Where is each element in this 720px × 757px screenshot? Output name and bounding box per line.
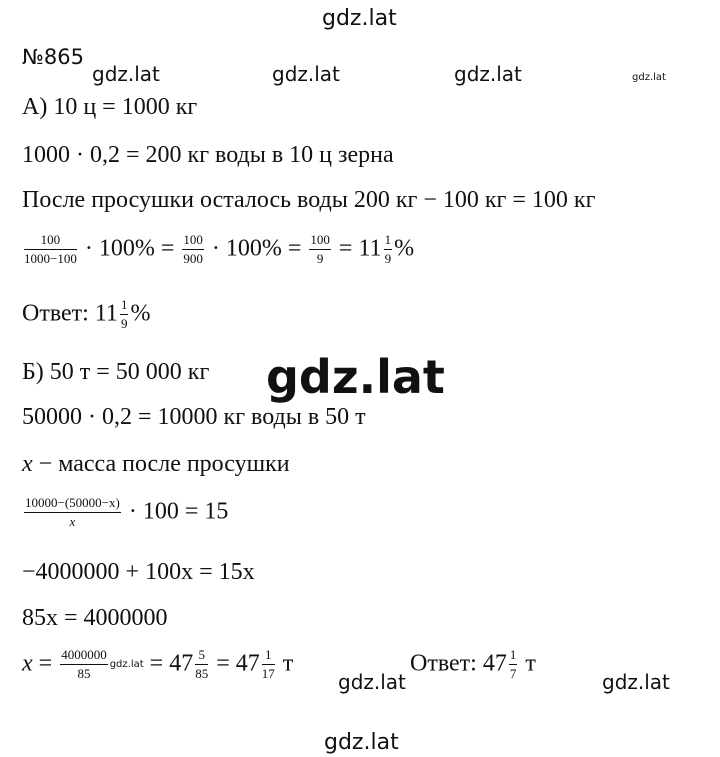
part-b-line-2: 50000 · 0,2 = 10000 кг воды в 50 т [22,404,366,430]
part-a-line-1: А) 10 ц = 1000 кг [22,94,198,120]
watermark-top: gdz.lat [322,6,397,31]
part-a-answer: Ответ: 11 $\frac{1}{9}$ % [22,297,151,331]
part-b-line-5: −4000000 + 100x = 15x [22,559,255,585]
fraction: $\frac{10000-(50000-x)}{x}$ [25,495,120,529]
problem-number: №865 [22,45,84,69]
part-a-line-4: $\frac{100}{1000-100}$ · 100% = $\frac{100}{900}$ · 100% = $\frac{100}{9}$ = 11 $\frac{1}{9}$ % [24,232,415,266]
watermark-inline-small: gdz.lat [109,658,144,670]
fraction: $\frac{1}{7}$ [509,647,517,681]
fraction: $\frac{1}{9}$ [384,232,392,266]
watermark-center-big: gdz.lat [266,350,445,404]
part-b-line-3: x − масса после просушки [22,451,290,477]
fraction: $\frac{5}{85}$ [195,647,209,681]
fraction: $\frac{4000000}{85}$ [61,647,107,681]
fraction: $\frac{1}{9}$ [120,297,128,331]
watermark-row1-d: gdz.lat [632,72,666,83]
watermark-after-answer-right: gdz.lat [602,670,670,694]
watermark-row1-c: gdz.lat [454,62,522,86]
part-b-line-4: $\frac{10000-(50000-x)}{x}$ · 100 = 15 [25,495,229,529]
fraction: $\frac{100}{900}$ [183,232,203,266]
watermark-row1-b: gdz.lat [272,62,340,86]
part-a-line-3: После просушки осталось воды 200 кг − 100 кг = 100 кг [22,187,596,213]
watermark-row1-a: gdz.lat [92,62,160,86]
fraction: $\frac{1}{17}$ [261,647,275,681]
fraction: $\frac{100}{1000-100}$ [24,232,77,266]
part-a-line-2: 1000 · 0,2 = 200 кг воды в 10 ц зерна [22,142,394,168]
part-b-line-6: 85x = 4000000 [22,605,168,631]
watermark-bottom: gdz.lat [324,730,399,755]
watermark-after-answer-mid: gdz.lat [338,670,406,694]
fraction: $\frac{100}{9}$ [310,232,330,266]
part-b-line-1: Б) 50 т = 50 000 кг [22,359,210,385]
part-b-answer: Ответ: 47 $\frac{1}{7}$ т [410,647,536,681]
part-b-line-7: x = $\frac{4000000}{85}$ gdz.lat = 47 $\frac{5}{85}$ = 47 $\frac{1}{17}$ т [22,647,294,681]
